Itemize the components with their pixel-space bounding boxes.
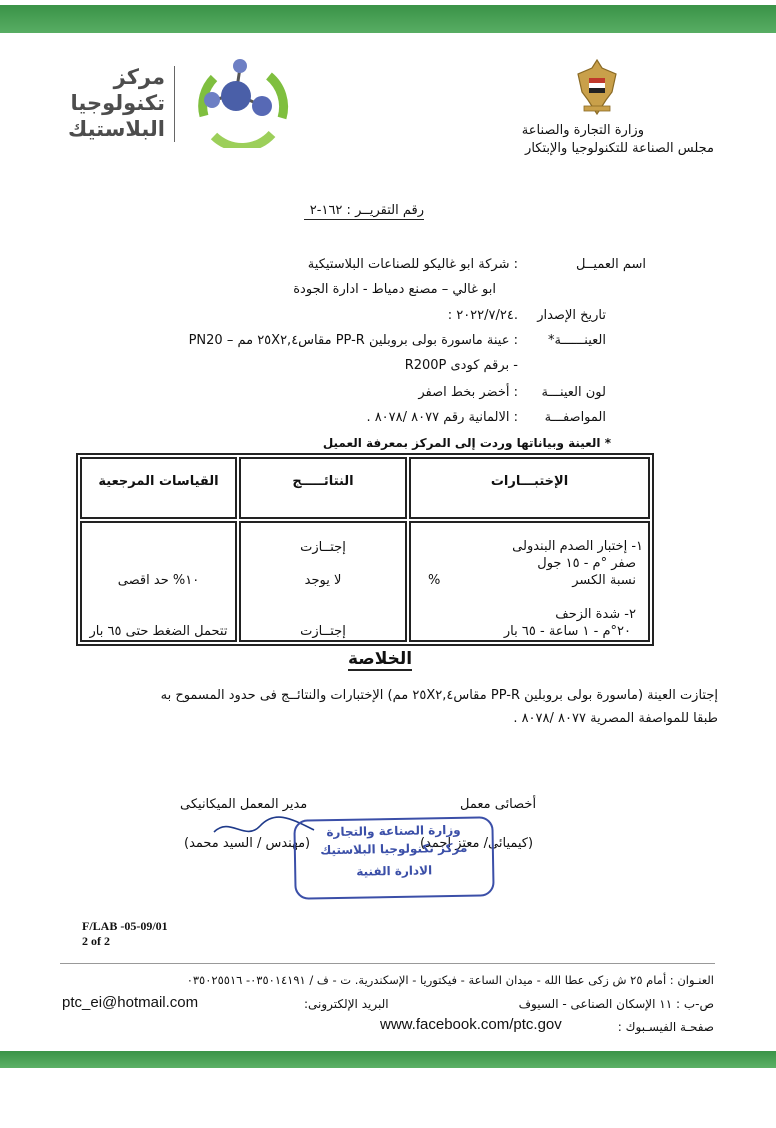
issue-date-value: : ٢٠٢٢/٧/٢٤. xyxy=(447,308,518,323)
footer-address: العنـوان : أمام ٢٥ ش زكى عطا الله - ميدان الساعة - فيكتوريا - الإسكندرية. ت - ف / ٠٣٥٠١٤١٩١- ٠٣٥٠٢٥٥١٦ xyxy=(186,973,714,987)
lab-specialist-title: أخصائى معمل xyxy=(460,797,537,812)
footer-facebook-link[interactable]: www.facebook.com/ptc.gov xyxy=(380,1016,562,1033)
summary-line-1: إجتازت العينة (ماسورة بولى بروبلين PP-R مقاس٢٥X٢,٤ مم) الإختبارات والنتائــج فى حدود المسموح به xyxy=(160,688,718,703)
logo-line-2: تكنولوجيا xyxy=(70,91,165,115)
test2-condition: ٢٠°م - ١ ساعة - ٦٥ بار xyxy=(503,624,631,639)
client-value: : شركة ابو غاليكو للصناعات البلاستيكية xyxy=(307,257,518,272)
test1-title: ١- إختبار الصدم البندولى xyxy=(512,539,643,554)
official-stamp xyxy=(293,816,494,899)
ptc-logo-text xyxy=(55,64,165,142)
sample-note: * العينة وبياناتها وردت إلى المركز بمعرفة العميل xyxy=(322,436,611,450)
test2-reference: تتحمل الضغط حتى ٦٥ بار xyxy=(89,624,228,639)
sample-code: - برقم كودى R200P xyxy=(404,358,518,373)
sample-color-label: لون العينـــة xyxy=(541,385,606,400)
stamp-line-1: وزارة الصناعة والتجارة xyxy=(326,822,461,840)
header-results: النتائـــــج xyxy=(292,474,354,489)
lab-manager-name: (مهندس / السيد محمد) xyxy=(184,836,311,851)
stamp-line-3: الادارة الفنية xyxy=(356,863,433,879)
header-reference: القياسات المرجعية xyxy=(98,474,219,489)
client-label: اسم العميــل xyxy=(575,257,646,272)
ministry-name: وزارة التجارة والصناعة xyxy=(521,123,644,138)
form-code: F/LAB -05-09/01 xyxy=(82,919,168,933)
header-tests: الإختبـــارات xyxy=(490,474,569,489)
summary-line-2: طبقا للمواصفة المصرية ٨٠٧٧ /٨٠٧٨ . xyxy=(513,711,718,726)
test1-condition: صفر °م - ١٥ جول xyxy=(537,556,636,571)
test2-title: ٢- شدة الزحف xyxy=(555,607,636,622)
logo-divider xyxy=(174,66,175,142)
report-number: رقم التقريــر : ١٦٢-٢ xyxy=(304,202,424,220)
client-address: ابو غالي – مصنع دمياط - ادارة الجودة xyxy=(293,282,496,297)
summary-heading: الخلاصة xyxy=(348,649,413,669)
footer-email-label: البريد الإلكترونى: xyxy=(304,997,389,1011)
lab-specialist-name: (كيميائى/ معتز احمد) xyxy=(420,836,534,851)
council-name: مجلس الصناعة للتكنولوجيا والإبتكار xyxy=(525,141,714,156)
specification-value: : الالمانية رقم ٨٠٧٧ /٨٠٧٨ . xyxy=(366,410,518,425)
test1-result-value: لا يوجد xyxy=(304,573,342,588)
sample-label: العينــــــة* xyxy=(547,333,606,348)
footer-divider xyxy=(60,963,715,964)
specification-label: المواصفـــة xyxy=(544,410,606,425)
top-green-bar xyxy=(0,5,776,33)
page-number: 2 of 2 xyxy=(82,934,110,948)
lab-manager-title: مدير المعمل الميكانيكى xyxy=(180,797,308,812)
stamp-line-2: مركز تكنولوجيا البلاستيك xyxy=(320,840,468,858)
logo-line-3: البلاستيك xyxy=(68,117,165,141)
footer-po-box: ص-ب : ١١ الإسكان الصناعى - السيوف xyxy=(518,997,714,1011)
footer-email[interactable]: ptc_ei@hotmail.com xyxy=(62,994,199,1011)
molecule-logo-icon xyxy=(184,56,296,148)
footer-facebook-label: صفحـة الفيسـبوك : xyxy=(617,1020,714,1034)
issue-date-label: تاريخ الإصدار xyxy=(537,308,606,323)
test1-measure: نسبة الكسر xyxy=(572,573,636,588)
logo-line-1: مركز xyxy=(113,65,165,89)
bottom-green-bar xyxy=(0,1051,776,1068)
test1-unit: % xyxy=(428,573,441,588)
test1-result: إجتــازت xyxy=(300,540,346,555)
egypt-eagle-emblem-icon xyxy=(572,56,622,118)
sample-color-value: : أخضر بخط اصفر xyxy=(418,385,518,400)
test2-result: إجتــازت xyxy=(300,624,346,639)
test1-reference: ١٠% حد اقصى xyxy=(117,573,200,588)
sample-value: : عينة ماسورة بولى بروبلين PP-R مقاس٢٥X٢,٤ مم – PN20 xyxy=(188,333,518,348)
